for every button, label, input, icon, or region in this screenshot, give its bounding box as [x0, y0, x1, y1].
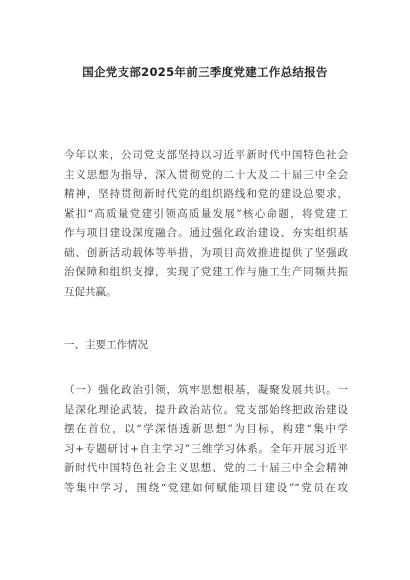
paragraph-line: 是深化理论武装，提升政治站位。党支部始终把政治建设 — [64, 403, 348, 416]
intro-line: 础、创新活动载体等举措，为项目高效推进提供了坚强政 — [64, 246, 348, 259]
intro-line: 今年以来，公司党支部坚持以习近平新时代中国特色社会 — [64, 149, 348, 161]
paragraph-line: 新时代中国特色社会主义思想、党的二十届三中全会精神 — [64, 462, 348, 474]
intro-paragraph — [64, 146, 348, 302]
paragraph-line: （一）强化政治引领，筑牢思想根基，凝聚发展共识。一 — [64, 384, 348, 396]
intro-line: 紧扣“高质量党建引领高质量发展”核心命题，将党建工 — [64, 207, 348, 220]
work-paragraph — [64, 381, 348, 498]
paragraph-line: 等集中学习，围绕“党建如何赋能项目建设”“党员在攻 — [64, 481, 348, 494]
document-title: 国企党支部2025年前三季度党建工作总结报告 — [82, 65, 328, 79]
paragraph-line: 习+专题研讨+自主学习”三维学习体系。全年开展习近平 — [64, 442, 348, 455]
section-heading: 一、主要工作情况 — [64, 339, 148, 351]
intro-line: 精神，坚持贯彻新时代党的组织路线和党的建设总要求， — [64, 188, 348, 200]
paragraph-line: 摆在首位，以“学深悟透新思想”为目标，构建“集中学 — [64, 423, 348, 435]
intro-line: 治保障和组织支撑，实现了党建工作与施工生产同频共振 — [64, 266, 348, 278]
intro-line: 主义思想为指导，深入贯彻党的二十大及二十届三中全会 — [64, 168, 348, 181]
intro-line: 作与项目建设深度融合。通过强化政治建设、夯实组织基 — [64, 227, 348, 239]
intro-line: 互促共赢。 — [64, 285, 117, 298]
